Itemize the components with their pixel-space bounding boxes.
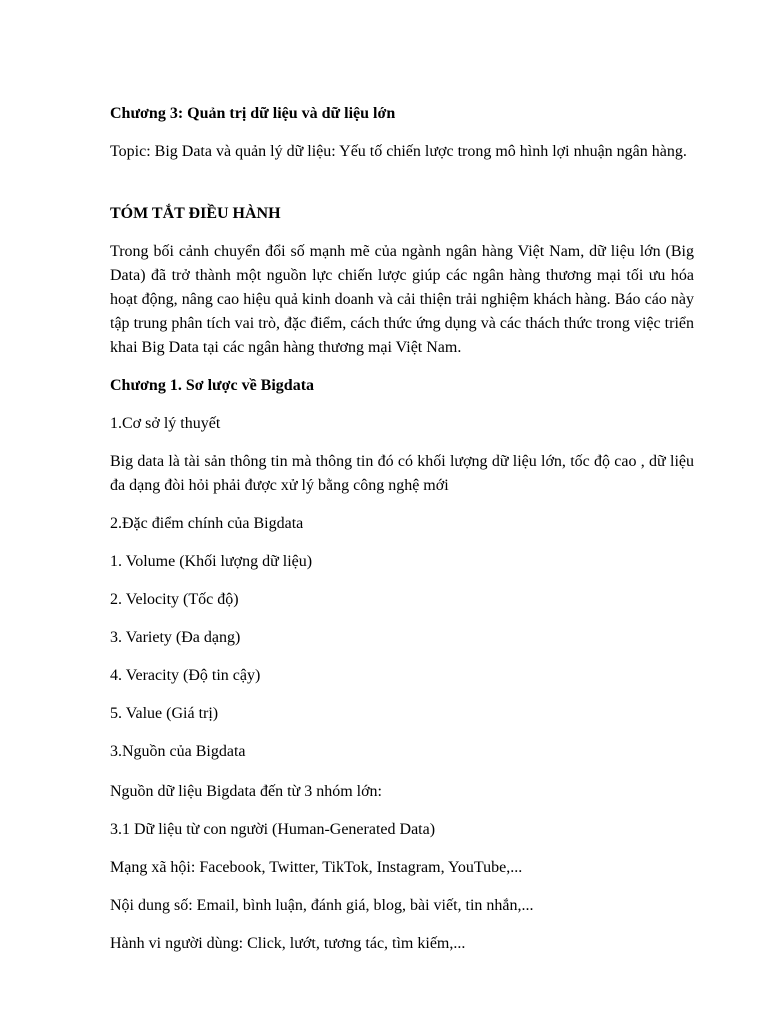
human-data-item: Hành vi người dùng: Click, lướt, tương tác, tìm kiếm,...	[110, 935, 466, 952]
feature-item: 2. Velocity (Tốc độ)	[110, 591, 239, 608]
theory-heading: 1.Cơ sở lý thuyết	[110, 415, 221, 432]
chapter3-heading: Chương 3: Quản trị dữ liệu và dữ liệu lớn	[110, 105, 396, 122]
sources-intro: Nguồn dữ liệu Bigdata đến từ 3 nhóm lớn:	[110, 783, 382, 800]
sources-heading: 3.Nguồn của Bigdata	[110, 743, 246, 760]
human-data-item: Nội dung số: Email, bình luận, đánh giá, blog, bài viết, tin nhắn,...	[110, 897, 534, 914]
feature-item: 5. Value (Giá trị)	[110, 705, 219, 722]
human-data-heading: 3.1 Dữ liệu từ con người (Human-Generated Data)	[110, 821, 436, 838]
feature-item: 3. Variety (Đa dạng)	[110, 629, 241, 646]
summary-paragraph: Trong bối cảnh chuyển đổi số mạnh mẽ của ngành ngân hàng Việt Nam, dữ liệu lớn (Big Data) đã trở thành một nguồn lực chiến lược giúp các ngân hàng thương mại tối ưu hóa hoạt động, nâng cao hiệu quả kinh doanh và cải thiện trải nghiệm khách hàng. Báo cáo này tập trung phân tích vai trò, đặc điểm, cách thức ứng dụng và các thách thức trong việc triển khai Big Data tại các ngân hàng thương mại Việt Nam.	[110, 243, 694, 356]
features-heading: 2.Đặc điểm chính của Bigdata	[110, 515, 304, 532]
bigdata-definition: Big data là tài sản thông tin mà thông tin đó có khối lượng dữ liệu lớn, tốc độ cao , dữ liệu đa dạng đòi hỏi phải được xử lý bằng công nghệ mới	[110, 453, 694, 494]
feature-item: 1. Volume (Khối lượng dữ liệu)	[110, 553, 313, 570]
human-data-item: Mạng xã hội: Facebook, Twitter, TikTok, Instagram, YouTube,...	[110, 859, 523, 876]
topic-paragraph: Topic: Big Data và quản lý dữ liệu: Yếu tố chiến lược trong mô hình lợi nhuận ngân hàng.	[110, 143, 687, 160]
chapter1-heading: Chương 1. Sơ lược về Bigdata	[110, 377, 315, 394]
feature-item: 4. Veracity (Độ tin cậy)	[110, 667, 261, 684]
summary-heading: TÓM TẮT ĐIỀU HÀNH	[110, 205, 281, 222]
